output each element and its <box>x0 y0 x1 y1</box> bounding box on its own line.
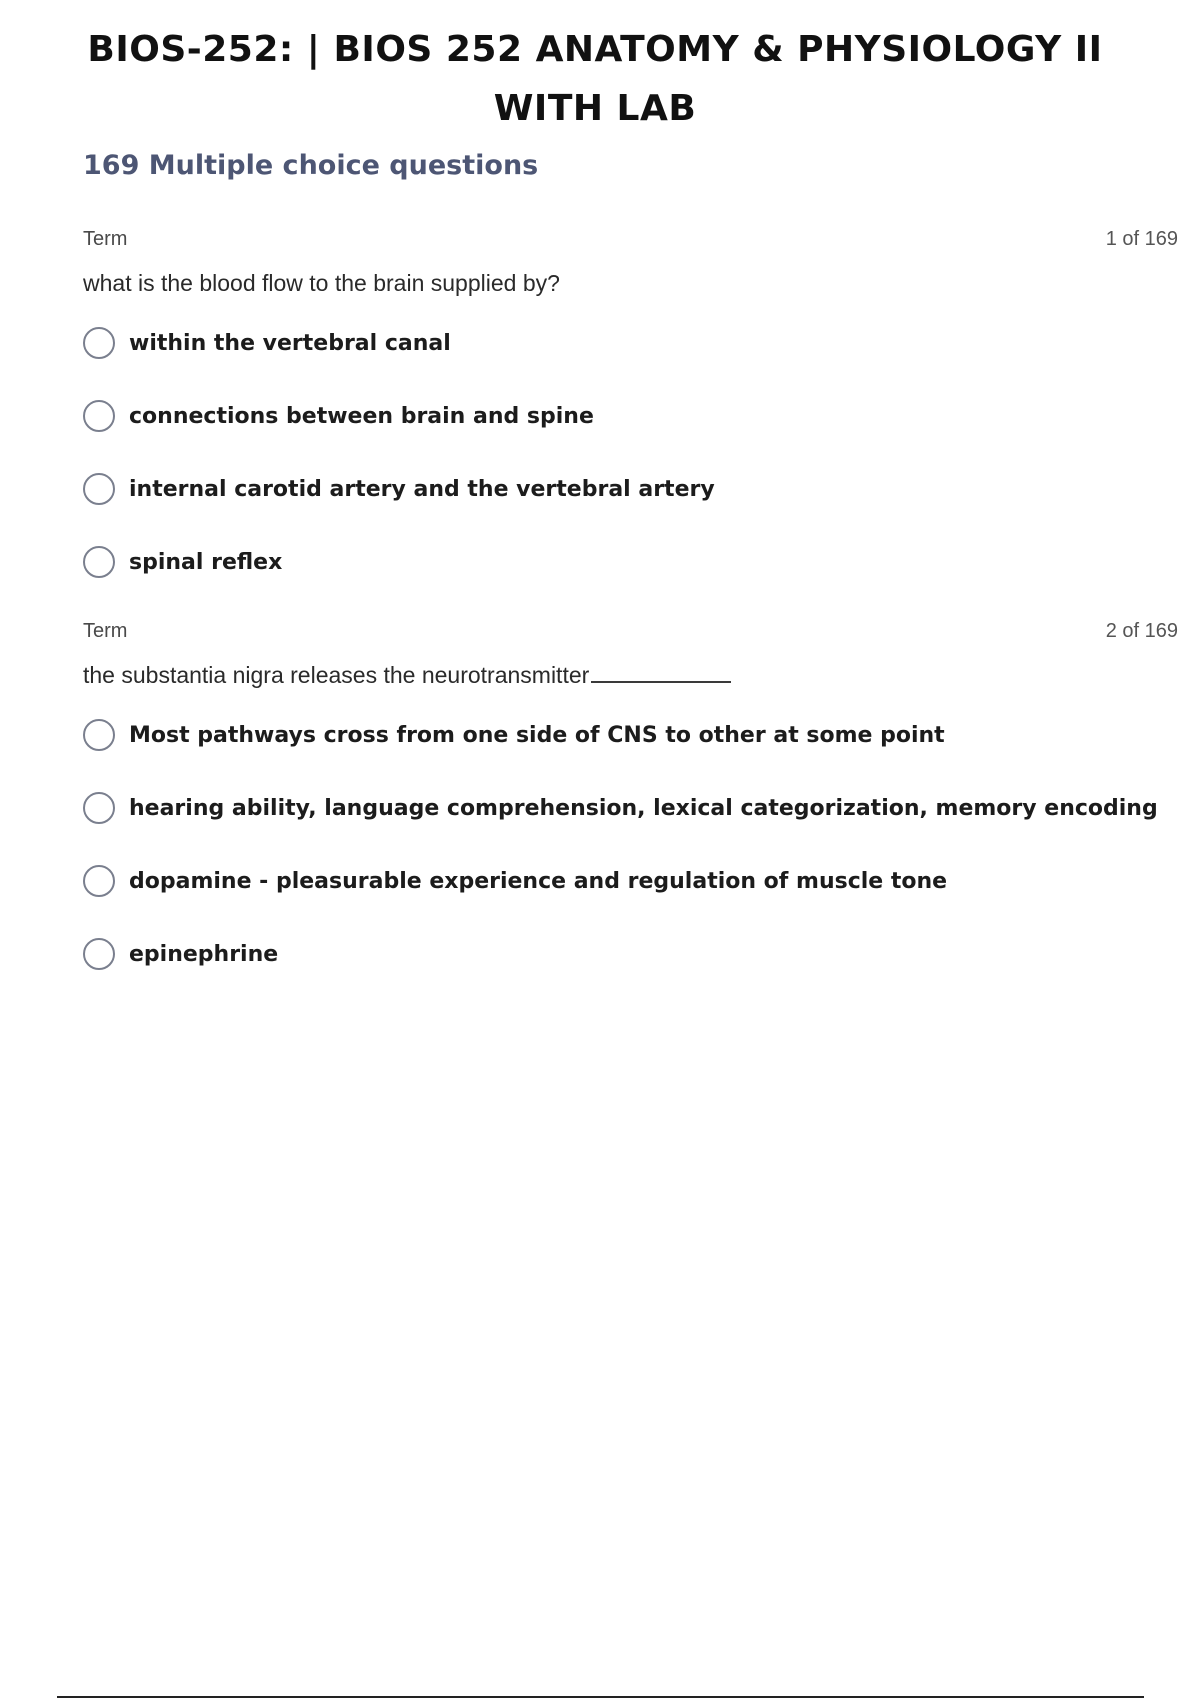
term-label: Term <box>83 620 128 642</box>
answer-option[interactable] <box>83 325 1178 361</box>
question-header <box>83 620 1178 648</box>
radio-button[interactable] <box>83 865 115 897</box>
question-header <box>83 228 1178 256</box>
answer-option-label: hearing ability, language comprehension, lexical categorization, memory encoding <box>129 795 1158 821</box>
answer-option-label: dopamine - pleasurable experience and regulation of muscle tone <box>129 868 948 894</box>
answer-option-label: connections between brain and spine <box>129 403 594 429</box>
radio-button[interactable] <box>83 938 115 970</box>
answer-options <box>83 325 1178 580</box>
question-text-content: the substantia nigra releases the neurotransmitter <box>83 662 590 688</box>
question-text <box>83 660 1178 690</box>
footer-divider <box>57 1696 1144 1698</box>
question-text: what is the blood flow to the brain supplied by? <box>83 270 560 296</box>
answer-option-label: spinal reflex <box>129 549 283 575</box>
radio-button[interactable] <box>83 719 115 751</box>
question-card <box>83 228 1178 617</box>
answer-option[interactable] <box>83 398 1178 434</box>
question-count-heading: 169 Multiple choice questions <box>83 150 539 181</box>
answer-option[interactable] <box>83 790 1178 826</box>
fill-in-blank <box>591 667 731 683</box>
answer-option[interactable] <box>83 471 1178 507</box>
answer-option-label: Most pathways cross from one side of CNS to other at some point <box>129 722 945 748</box>
answer-option[interactable] <box>83 863 1178 899</box>
answer-option-label: internal carotid artery and the vertebral artery <box>129 476 715 502</box>
answer-option[interactable] <box>83 936 1178 972</box>
question-counter: 1 of 169 <box>1105 228 1178 250</box>
term-label: Term <box>83 228 128 250</box>
radio-button[interactable] <box>83 473 115 505</box>
answer-option-label: within the vertebral canal <box>129 330 451 356</box>
radio-button[interactable] <box>83 327 115 359</box>
answer-options <box>83 717 1178 972</box>
question-card <box>83 620 1178 1009</box>
document-title: BIOS-252: | BIOS 252 ANATOMY & PHYSIOLOGY II WITH LAB <box>87 29 1103 129</box>
answer-option[interactable] <box>83 717 1178 753</box>
question-counter: 2 of 169 <box>1105 620 1178 642</box>
answer-option[interactable] <box>83 544 1178 580</box>
radio-button[interactable] <box>83 400 115 432</box>
answer-option-label: epinephrine <box>129 941 279 967</box>
radio-button[interactable] <box>83 546 115 578</box>
radio-button[interactable] <box>83 792 115 824</box>
